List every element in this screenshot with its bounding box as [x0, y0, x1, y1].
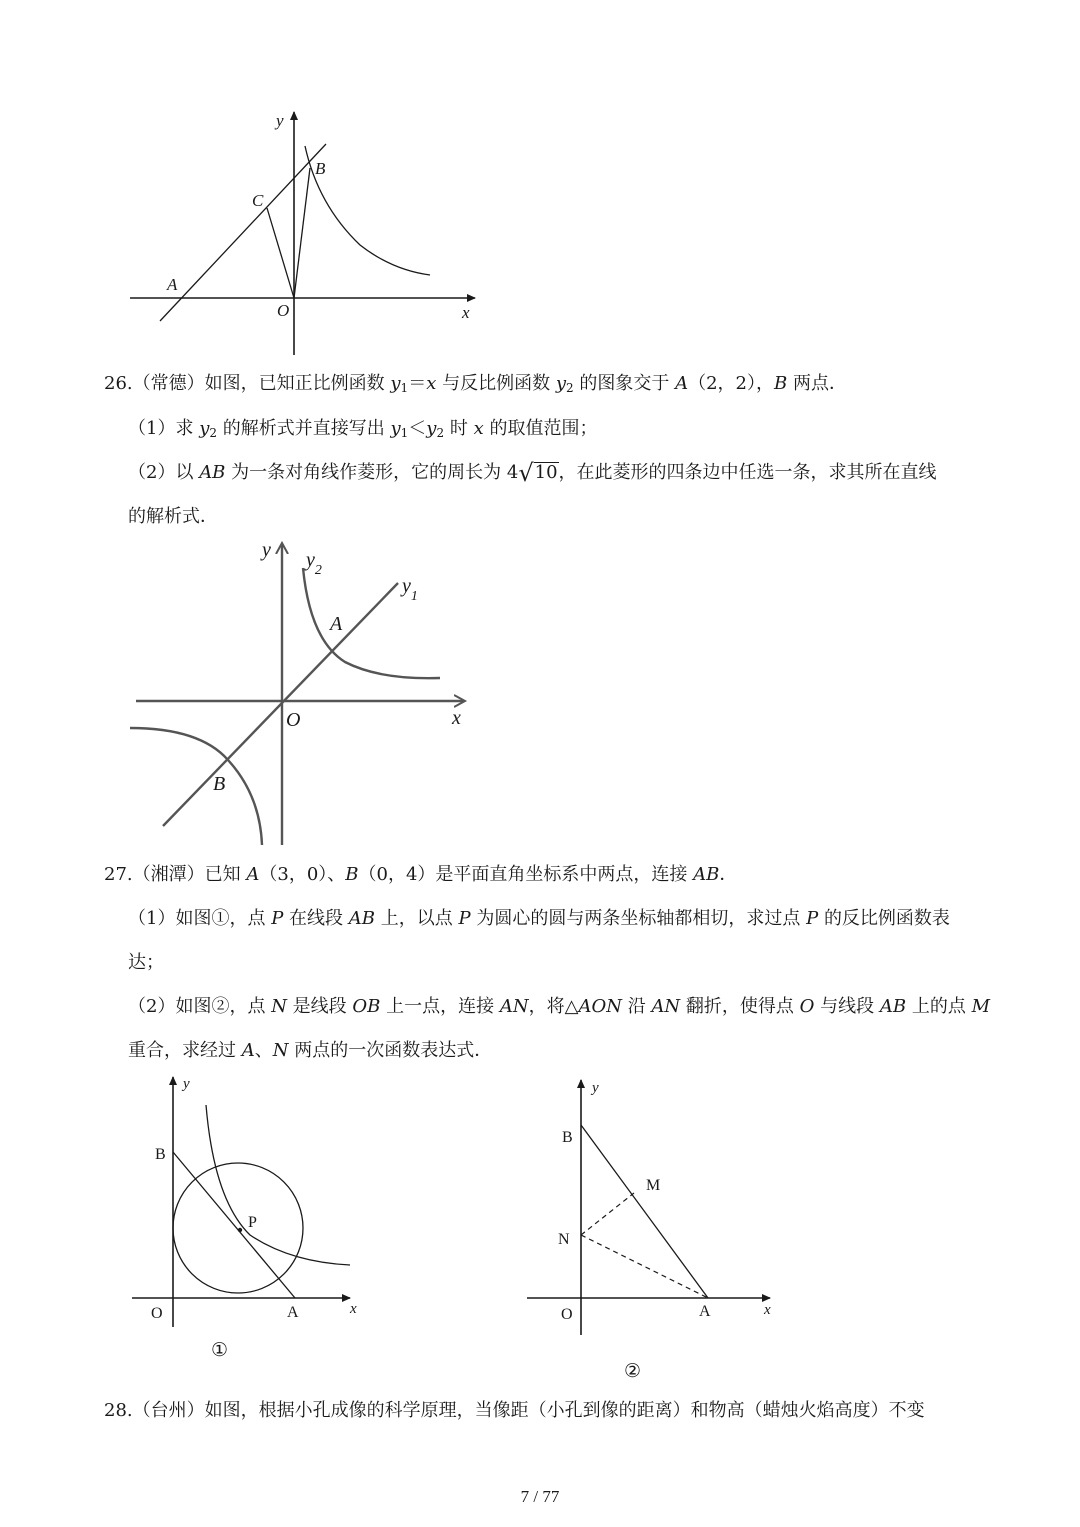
q27-var-a: A — [246, 864, 260, 885]
q26-stem-3: 与反比例函数 — [442, 373, 551, 394]
q26-stem-4: 的图象交于 — [579, 373, 670, 394]
label-x: x — [764, 1302, 771, 1318]
label-y2-sub: 2 — [314, 563, 322, 578]
q26-var-x: x — [426, 373, 437, 394]
q26-source: （常德） — [132, 373, 205, 394]
q27-p2-o: O — [799, 996, 815, 1017]
label-b: B — [155, 1146, 166, 1163]
label-y: y — [592, 1080, 599, 1096]
q27-source: （湘潭） — [132, 864, 205, 885]
sqrt-radicand: 10 — [534, 462, 558, 483]
q26-var-y1: y — [390, 373, 401, 394]
q27-var-ab: AB — [693, 864, 720, 885]
q26-p2-ab: AB — [199, 462, 226, 483]
label-o: O — [277, 301, 290, 320]
q26-var-y2-sub: 2 — [565, 381, 574, 395]
q28-stem-1: 如图，根据小孔成像的科学原理，当像距（小孔到像的距离）和物高（蜡烛火焰高度）不变 — [204, 1400, 925, 1421]
q26-p1-y2: y — [199, 418, 210, 439]
q27-p1-a: （1）如图①，点 — [128, 908, 266, 929]
label-y1-sub: 1 — [410, 589, 418, 604]
q27-p1-f: 达； — [128, 952, 164, 973]
label-y: y — [262, 539, 271, 561]
q26-p1-c: 时 — [449, 418, 468, 439]
page-number: 7 / 77 — [520, 1487, 560, 1506]
label-y: y — [183, 1076, 190, 1092]
q26-var-y2: y — [555, 373, 566, 394]
q26-var-y1-sub: 1 — [400, 381, 409, 395]
label-m: M — [646, 1177, 661, 1194]
q27-p2-a: （2）如图②，点 — [128, 996, 266, 1017]
q27-p2-aon: AON — [578, 996, 622, 1017]
q27-p1-ab: AB — [348, 908, 376, 929]
q27-p2-ab: AB — [879, 996, 907, 1017]
label-p: P — [248, 1214, 257, 1231]
label-n: N — [558, 1231, 570, 1248]
label-b: B — [562, 1129, 573, 1146]
q27-p1-p2: P — [458, 908, 471, 929]
q27-p1-c: 上，以点 — [380, 908, 453, 929]
caption-1: ① — [211, 1340, 229, 1361]
q26-p1-y1-sub: 1 — [400, 426, 409, 440]
q27-p2-m: M — [971, 996, 991, 1017]
label-x: x — [462, 303, 470, 322]
q27-var-b: B — [345, 864, 359, 885]
q27-p2-f: 翻折，使得点 — [685, 996, 794, 1017]
label-y1-main: y — [402, 575, 411, 597]
q26-p2-c: ，在此菱形的四条边中任选一条，求其所在直线 — [558, 462, 937, 483]
q27-p2-h: 上的点 — [911, 996, 966, 1017]
q26-p1-x: x — [473, 418, 484, 439]
label-b: B — [213, 773, 226, 795]
label-a: A — [699, 1303, 711, 1320]
q27-p1-p: P — [271, 908, 284, 929]
label-y2-main: y — [306, 549, 315, 571]
q26-p1-y2b: y — [426, 418, 437, 439]
q26-p1-y1: y — [390, 418, 401, 439]
q27-p2-e: 沿 — [627, 996, 646, 1017]
label-a: A — [287, 1304, 299, 1321]
q27-p2-n2: N — [272, 1040, 289, 1061]
q27-stem-4: ． — [719, 864, 738, 885]
label-a: A — [330, 613, 343, 635]
q27-p2-k: 两点的一次函数表达式． — [294, 1040, 493, 1061]
q26-p2-a: （2）以 — [128, 462, 194, 483]
q27-p1-b: 在线段 — [289, 908, 344, 929]
q26-number: 26. — [104, 373, 133, 394]
q27-stem-3: （0，4）是平面直角坐标系中两点，连接 — [358, 864, 688, 885]
q27-p2-i: 重合，求经过 — [128, 1040, 236, 1061]
q26-stem-6: 两点． — [792, 373, 847, 394]
q26-stem-2: ＝ — [408, 373, 427, 394]
q26-var-b: B — [774, 373, 788, 394]
q26-p1-a: （1）求 — [128, 418, 194, 439]
label-x: x — [452, 707, 461, 729]
caption-2: ② — [624, 1361, 642, 1382]
label-a: A — [167, 275, 178, 294]
q26-p1-lt: ＜ — [408, 418, 427, 439]
q27-p2-g: 与线段 — [820, 996, 875, 1017]
q26-stem-1: 如图，已知正比例函数 — [204, 373, 385, 394]
q28-stem — [104, 1398, 925, 1424]
q27-p2-an: AN — [499, 996, 529, 1017]
segment-na — [581, 1235, 708, 1298]
q27-p2-d: ，将△ — [528, 996, 579, 1017]
q26-p1-y2b-sub: 2 — [436, 426, 445, 440]
q27-p2-j: 、 — [254, 1040, 273, 1061]
q27-p2-a2: A — [241, 1040, 255, 1061]
q27-p2-ob: OB — [352, 996, 381, 1017]
q26-p1-b: 的解析式并直接写出 — [222, 418, 385, 439]
q27-p2-b: 是线段 — [292, 996, 347, 1017]
label-x: x — [350, 1301, 357, 1317]
q27-p1-e: 的反比例函数表 — [823, 908, 950, 929]
q27-p1-d: 为圆心的圆与两条坐标轴都相切，求过点 — [476, 908, 801, 929]
label-b: B — [315, 159, 326, 178]
q27-number: 27. — [104, 864, 133, 885]
q26-p1-y2-sub: 2 — [209, 426, 217, 440]
q27-stem-1: 已知 — [204, 864, 241, 885]
q26-p1-d: 的取值范围； — [489, 418, 598, 439]
q27-stem-2: （3，0）、 — [259, 864, 346, 885]
label-o: O — [561, 1306, 573, 1323]
q26-p2-b: 为一条对角线作菱形，它的周长为 4 — [231, 462, 519, 483]
segment-ab — [581, 1125, 708, 1298]
label-o: O — [286, 709, 301, 731]
sqrt-sign: √ — [518, 459, 534, 487]
q27-p2-an2: AN — [651, 996, 681, 1017]
label-y: y — [276, 111, 284, 130]
q26-stem-5: （2，2）， — [688, 373, 774, 394]
q26-p2-d: 的解析式． — [128, 506, 218, 527]
q28-source: （台州） — [132, 1400, 205, 1421]
segment-nm — [581, 1193, 634, 1235]
q28-number: 28. — [104, 1400, 133, 1421]
q26-var-a: A — [675, 373, 689, 394]
q27-p1-p3: P — [806, 908, 819, 929]
label-c: C — [252, 191, 264, 210]
q27-p2-c: 上一点，连接 — [386, 996, 495, 1017]
label-o: O — [151, 1305, 163, 1322]
q27-p2-n: N — [271, 996, 287, 1017]
